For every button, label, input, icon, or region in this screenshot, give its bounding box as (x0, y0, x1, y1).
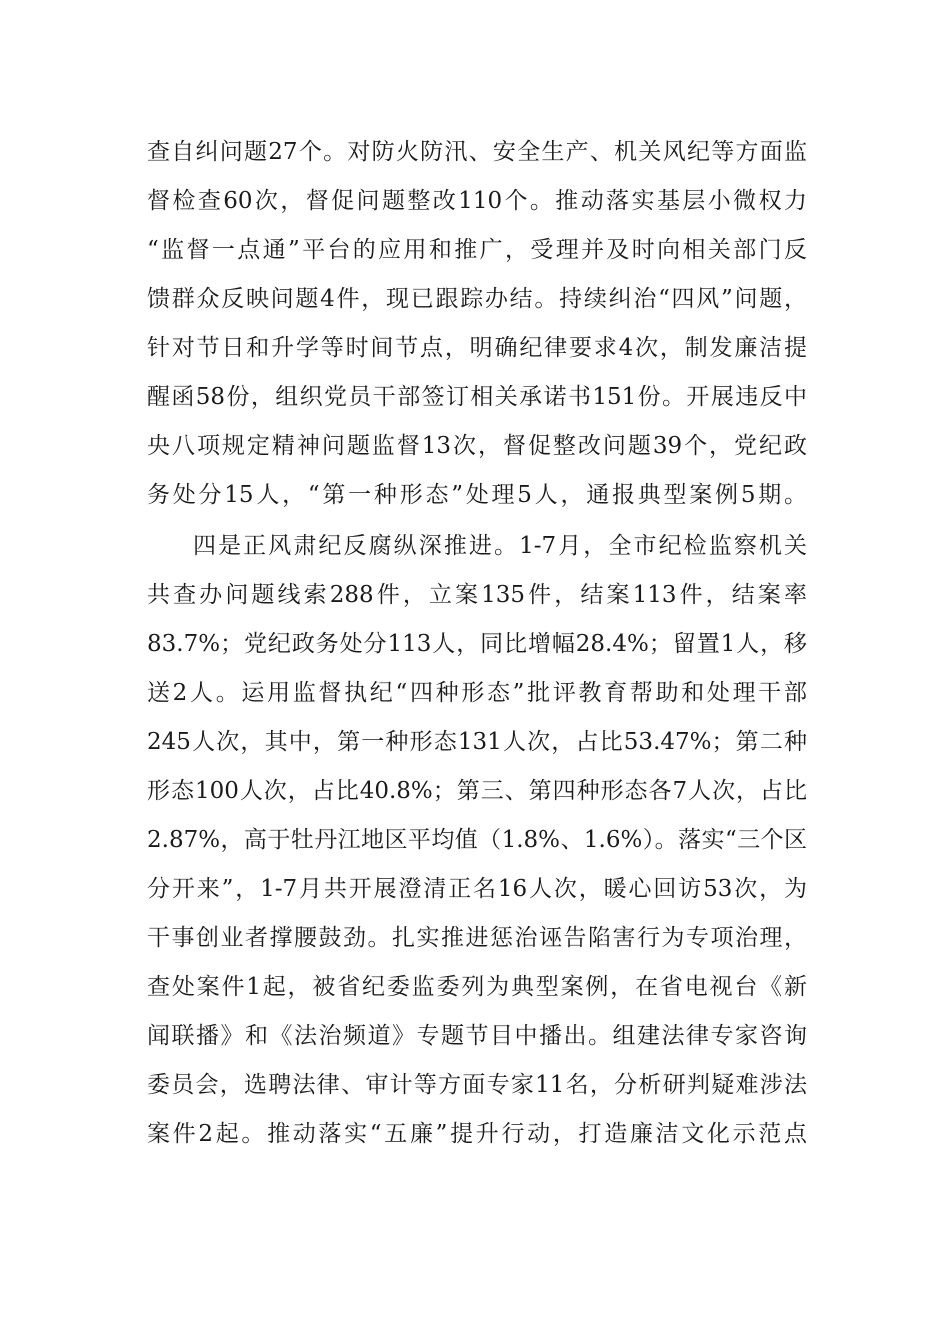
text-line: 2.87%，高于牡丹江地区平均值（1.8%、1.6%）。落实“三个区 (147, 827, 807, 853)
text-line: 共查办问题线索288件，立案135件，结案113件，结案率 (147, 582, 807, 608)
text-line: 针对节日和升学等时间节点，明确纪律要求4次，制发廉洁提 (147, 335, 807, 361)
text-line: 务处分15人，“第一种形态”处理5人，通报典型案例5期。 (147, 482, 807, 508)
text-line: 245人次，其中，第一种形态131人次，占比53.47%；第二种 (147, 729, 807, 755)
text-line: 央八项规定精神问题监督13次，督促整改问题39个，党纪政 (147, 433, 807, 459)
text-line: 醒函58份，组织党员干部签订相关承诺书151份。开展违反中 (147, 384, 807, 410)
text-line: 分开来”，1-7月共开展澄清正名16人次，暖心回访53次，为 (147, 876, 807, 902)
text-line: 送2人。运用监督执纪“四种形态”批评教育帮助和处理干部 (147, 680, 807, 706)
text-line: 查自纠问题27个。对防火防汛、安全生产、机关风纪等方面监 (147, 139, 807, 165)
text-line: “监督一点通”平台的应用和推广，受理并及时向相关部门反 (147, 237, 807, 263)
text-line: 形态100人次，占比40.8%；第三、第四种形态各7人次，占比 (147, 778, 807, 804)
text-line: 查处案件1起，被省纪委监委列为典型案例，在省电视台《新 (147, 974, 807, 1000)
text-line: 馈群众反映问题4件，现已跟踪办结。持续纠治“四风”问题， (147, 286, 807, 312)
text-line: 四是正风肃纪反腐纵深推进。1-7月，全市纪检监察机关 (193, 533, 807, 559)
paragraph-1 (147, 128, 807, 520)
text-line: 督检查60次，督促问题整改110个。推动落实基层小微权力 (147, 188, 807, 214)
text-line: 83.7%；党纪政务处分113人，同比增幅28.4%；留置1人，移 (147, 631, 807, 657)
text-line: 委员会，选聘法律、审计等方面专家11名，分析研判疑难涉法 (147, 1072, 807, 1098)
paragraph-2 (147, 522, 807, 1159)
text-line: 闻联播》和《法治频道》专题节目中播出。组建法律专家咨询 (147, 1023, 807, 1049)
document-body (147, 128, 807, 1159)
text-line: 干事创业者撑腰鼓劲。扎实推进惩治诬告陷害行为专项治理， (147, 925, 807, 951)
text-line: 案件2起。推动落实“五廉”提升行动，打造廉洁文化示范点 (147, 1121, 807, 1147)
